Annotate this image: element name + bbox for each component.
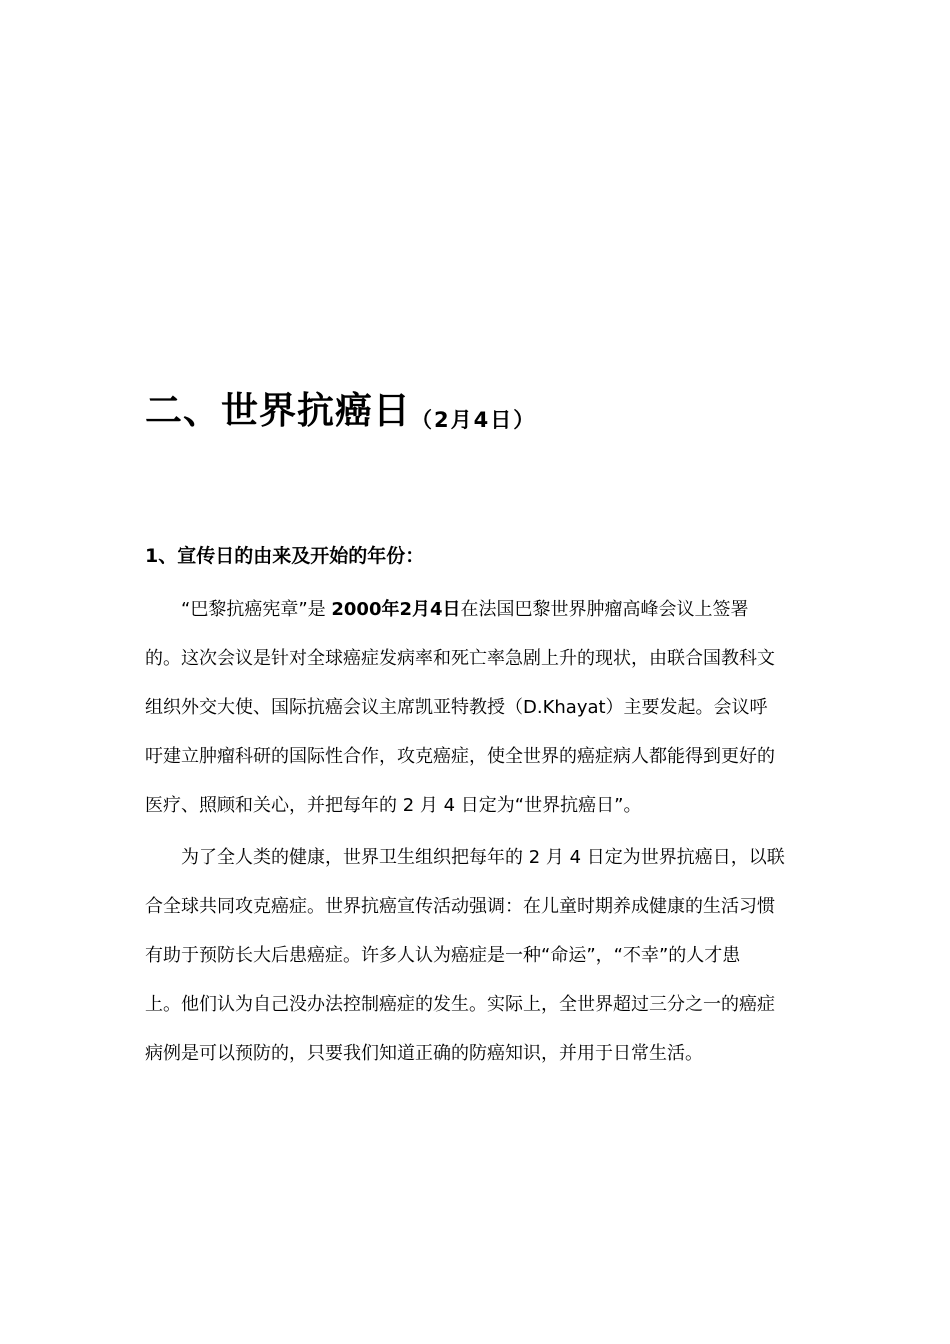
paragraph-1-line-1 [181, 595, 749, 625]
title-main: 二、世界抗癌日 [145, 389, 411, 432]
paragraph-1-line-5: 医疗、照顾和关心，并把每年的 2 月 4 日定为“世界抗癌日”。 [145, 795, 642, 816]
charter-name: “巴黎抗癌宪章”是 [181, 599, 332, 620]
paragraph-2-line-1: 为了全人类的健康，世界卫生组织把每年的 2 月 4 日定为世界抗癌日，以联 [181, 847, 785, 868]
paragraph-2-line-3: 有助于预防长大后患癌症。许多人认为癌症是一种“命运”，“不幸”的人才患 [145, 945, 741, 966]
paragraph-1-line-4: 吁建立肿瘤科研的国际性合作，攻克癌症，使全世界的癌症病人都能得到更好的 [145, 746, 775, 767]
paragraph-2-line-2: 合全球共同攻克癌症。世界抗癌宣传活动强调：在儿童时期养成健康的生活习惯 [145, 896, 775, 917]
charter-date: 2000年2月4日 [331, 599, 461, 620]
section-heading: 1、宣传日的由来及开始的年份： [145, 545, 425, 567]
paragraph-1-line-2: 的。这次会议是针对全球癌症发病率和死亡率急剧上升的现状，由联合国教科文 [145, 648, 775, 669]
page-title [145, 380, 536, 434]
paragraph-1-line-3: 组织外交大使、国际抗癌会议主席凯亚特教授（D.Khayat）主要发起。会议呼 [145, 697, 768, 718]
title-date: （2月4日） [411, 408, 537, 432]
charter-location: 在法国巴黎世界肿瘤高峰会议上签署 [460, 599, 749, 620]
paragraph-2-line-4: 上。他们认为自己没办法控制癌症的发生。实际上，全世界超过三分之一的癌症 [145, 994, 775, 1015]
paragraph-2-line-5: 病例是可以预防的，只要我们知道正确的防癌知识，并用于日常生活。 [145, 1043, 703, 1064]
